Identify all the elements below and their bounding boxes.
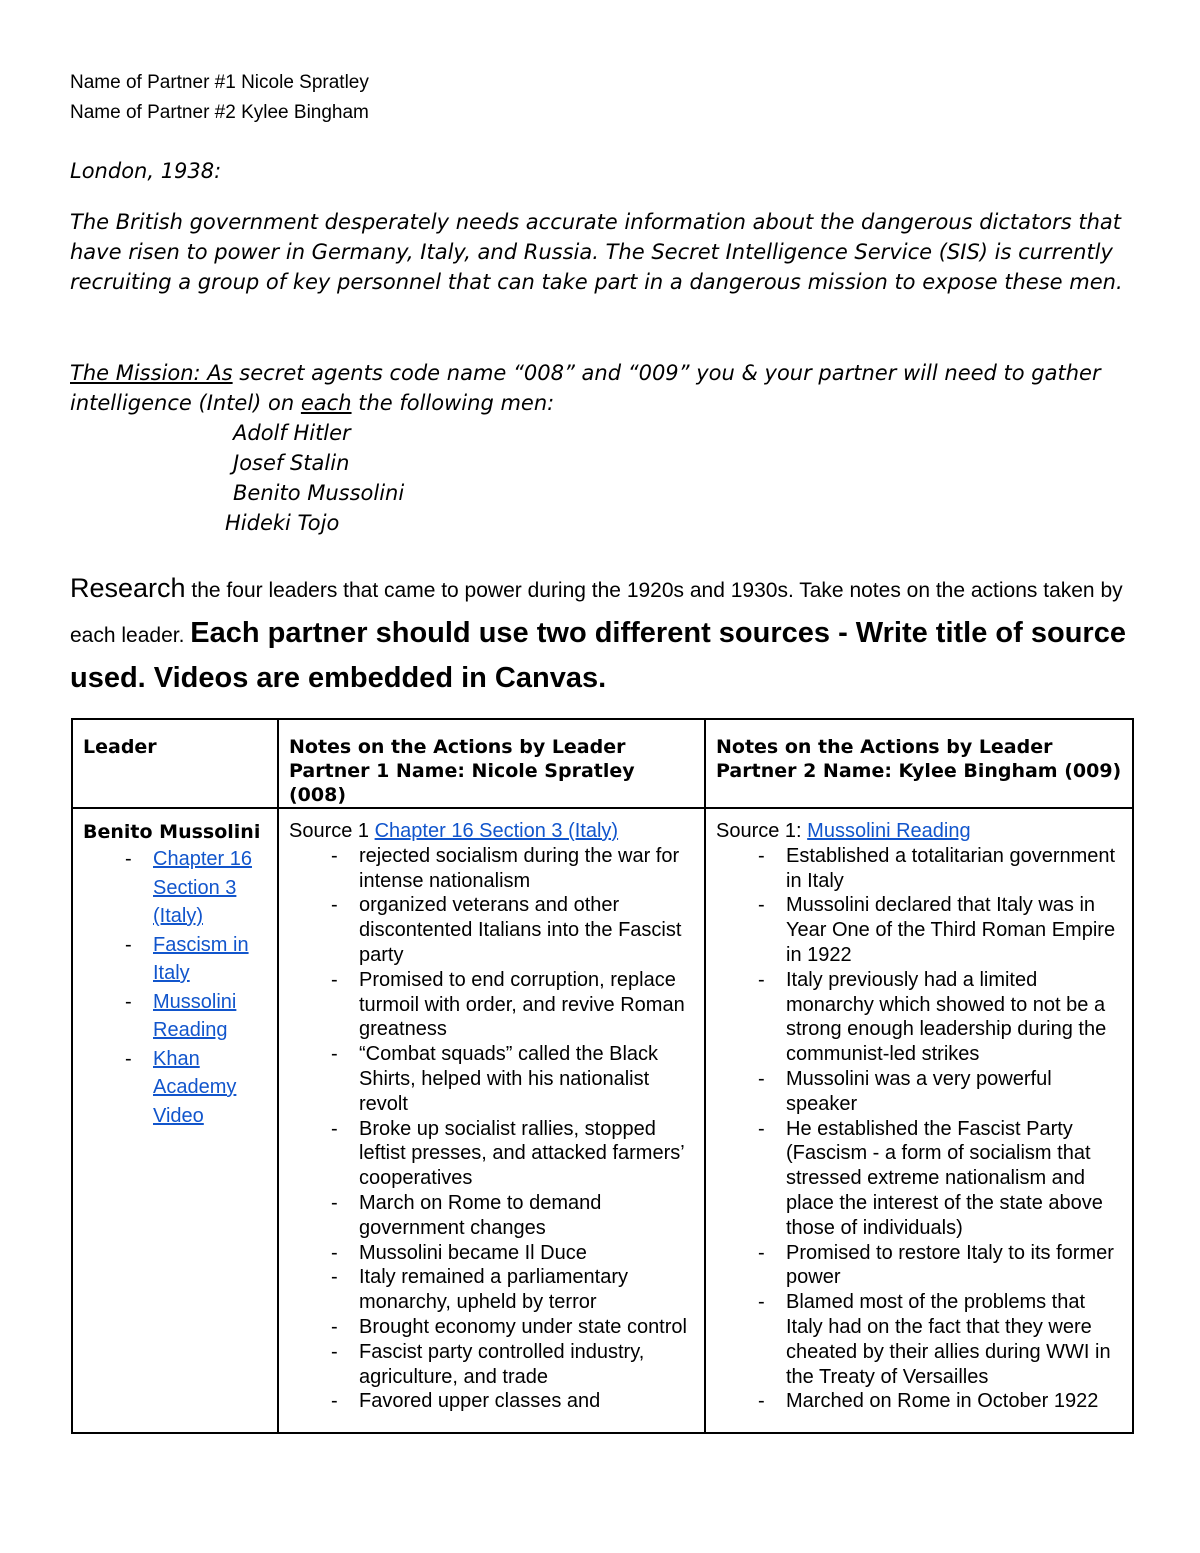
p2-notes-list	[716, 844, 1122, 1414]
list-item: - Broke up socialist rallies, stopped leftist presses, and attacked farmers’ cooperatives	[289, 1117, 694, 1191]
p1-source-line	[289, 819, 694, 844]
leader-list-item: Adolf Hitler	[233, 421, 351, 445]
list-item: - March on Rome to demand government changes	[289, 1191, 694, 1241]
header-leader-label: Leader	[83, 736, 157, 758]
leader-list-item: Hideki Tojo	[225, 511, 340, 535]
list-item: - Favored upper classes and	[289, 1389, 694, 1414]
list-item	[83, 1045, 271, 1131]
mission-label: The Mission: As	[70, 361, 233, 385]
list-item: - Established a totalitarian government in Italy	[716, 844, 1122, 894]
list-item: - Mussolini was a very powerful speaker	[716, 1067, 1122, 1117]
research-instructions	[70, 568, 1140, 703]
mission-each: each	[300, 391, 352, 415]
list-item: - Promised to restore Italy to its former power	[716, 1241, 1122, 1291]
research-bold-instructions: Each partner should use two different sources - Write title of source used. Videos are embedded in Canvas.	[70, 617, 1126, 694]
header-partner-2	[705, 719, 1133, 808]
list-item: - organized veterans and other discontented Italians into the Fascist party	[289, 893, 694, 967]
place-date: London, 1938:	[70, 159, 222, 183]
mission-text-1: secret agents code name “008” and “009” you & your partner will need to gather intelligence (Intel) on	[70, 361, 1101, 415]
leader-cell	[72, 808, 278, 1433]
intro-paragraph: The British government desperately needs accurate information about the dangerous dictators that have risen to power in Germany, Italy, and Russia. The Secret Intelligence Service (SIS) is currently recruiting a group of key personnel that can take part in a dangerous mission to expose these men.	[70, 210, 1123, 294]
partner-2-notes-cell	[705, 808, 1133, 1433]
list-item: - Mussolini declared that Italy was in Year One of the Third Roman Empire in 1922	[716, 893, 1122, 967]
p1-source-label: Source 1	[289, 820, 375, 842]
header-p2-line2: Partner 2 Name: Kylee Bingham (009)	[716, 760, 1122, 782]
p1-notes-list	[289, 844, 694, 1414]
p1-source-link[interactable]: Chapter 16 Section 3 (Italy)	[374, 820, 619, 842]
list-item: - Blamed most of the problems that Italy had on the fact that they were cheated by their allies during WWI in the Treaty of Versailles	[716, 1290, 1122, 1389]
list-item: - Marched on Rome in October 1922	[716, 1389, 1122, 1414]
list-item: - Mussolini became Il Duce	[289, 1241, 694, 1266]
mission-paragraph	[70, 358, 1130, 418]
list-item: - Brought economy under state control	[289, 1315, 694, 1340]
list-item	[83, 988, 271, 1045]
p2-source-label: Source 1:	[716, 820, 808, 842]
research-text: the four leaders that came to power during the 1920s and 1930s. Take notes on the actions taken by each leader.	[70, 579, 1123, 647]
partner-1-notes-cell	[278, 808, 705, 1433]
list-item: - Italy previously had a limited monarchy which showed to not be a strong enough leadership during the communist-led strikes	[716, 968, 1122, 1067]
partner-1-name: Name of Partner #1 Nicole Spratley	[70, 72, 369, 93]
table-row	[72, 808, 1133, 1433]
source-link[interactable]: Fascism in Italy	[153, 933, 249, 984]
leader-source-links	[83, 845, 271, 1130]
list-item	[83, 845, 271, 931]
leader-list-item: Benito Mussolini	[233, 481, 405, 505]
research-word: Research	[70, 573, 186, 603]
source-link[interactable]: Khan Academy Video	[153, 1047, 237, 1127]
header-p1-line1: Notes on the Actions by Leader	[289, 736, 626, 758]
notes-table	[71, 718, 1134, 1434]
mission-text-2: the following men:	[351, 391, 555, 415]
leader-name: Benito Mussolini	[83, 821, 261, 843]
source-link[interactable]: Mussolini Reading	[153, 990, 237, 1041]
list-item: - Fascist party controlled industry, agriculture, and trade	[289, 1340, 694, 1390]
partner-2-name: Name of Partner #2 Kylee Bingham	[70, 102, 369, 123]
p2-source-line	[716, 819, 1122, 844]
list-item: - Promised to end corruption, replace turmoil with order, and revive Roman greatness	[289, 968, 694, 1042]
list-item: - Italy remained a parliamentary monarchy, upheld by terror	[289, 1265, 694, 1315]
header-p2-line1: Notes on the Actions by Leader	[716, 736, 1053, 758]
list-item: - He established the Fascist Party (Fascism - a form of socialism that stressed extreme nationalism and place the interest of the state above those of individuals)	[716, 1117, 1122, 1241]
p2-source-link[interactable]: Mussolini Reading	[807, 820, 971, 842]
leader-list-item: Josef Stalin	[233, 451, 350, 475]
table-header-row	[72, 719, 1133, 808]
list-item: - “Combat squads” called the Black Shirts, helped with his nationalist revolt	[289, 1042, 694, 1116]
list-item: - rejected socialism during the war for intense nationalism	[289, 844, 694, 894]
source-link[interactable]: Chapter 16 Section 3 (Italy)	[153, 848, 252, 927]
list-item	[83, 931, 271, 988]
header-p1-line2: Partner 1 Name: Nicole Spratley (008)	[289, 760, 635, 806]
header-partner-1	[278, 719, 705, 808]
header-leader	[72, 719, 278, 808]
